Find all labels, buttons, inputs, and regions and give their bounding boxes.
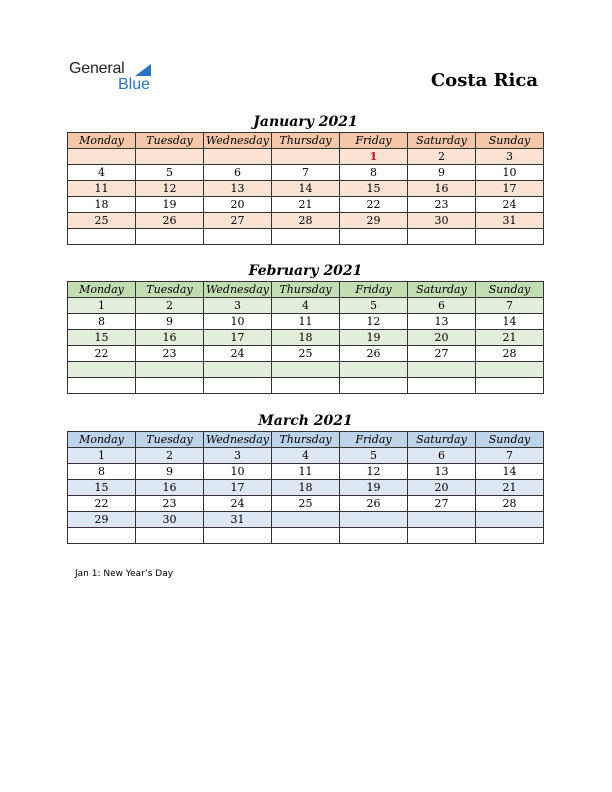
day-cell (204, 480, 272, 496)
day-cell (136, 181, 204, 197)
day-number: 20 (434, 481, 449, 494)
day-cell (68, 496, 136, 512)
day-cell (272, 165, 340, 181)
day-cell (136, 378, 204, 394)
day-cell (136, 480, 204, 496)
day-cell (340, 165, 408, 181)
day-number: 18 (94, 198, 109, 211)
day-number: 27 (434, 347, 449, 360)
day-number: 2 (166, 299, 173, 312)
day-number: 23 (162, 497, 177, 510)
day-cell (476, 480, 544, 496)
day-cell (476, 229, 544, 245)
day-number: 2 (438, 150, 445, 163)
weekday-header: Saturday (408, 133, 476, 149)
day-number: 20 (230, 198, 245, 211)
day-cell (204, 346, 272, 362)
day-cell (68, 197, 136, 213)
day-cell (476, 213, 544, 229)
day-cell (408, 149, 476, 165)
day-number: 15 (94, 331, 109, 344)
weekday-header: Sunday (476, 133, 544, 149)
weekday-header: Thursday (272, 282, 340, 298)
day-cell (476, 512, 544, 528)
day-cell (340, 149, 408, 165)
day-number: 7 (302, 166, 309, 179)
calendar-grid (67, 431, 544, 544)
day-cell (340, 181, 408, 197)
day-number: 9 (438, 166, 445, 179)
day-number: 26 (162, 214, 177, 227)
day-number: 6 (438, 299, 445, 312)
day-cell (204, 528, 272, 544)
day-cell (272, 346, 340, 362)
weekday-header: Wednesday (204, 282, 272, 298)
day-number: 27 (434, 497, 449, 510)
day-cell (476, 528, 544, 544)
day-number: 24 (230, 347, 245, 360)
day-cell (204, 314, 272, 330)
day-number: 7 (506, 299, 513, 312)
day-number: 13 (230, 182, 245, 195)
week-row (68, 314, 544, 330)
week-row (68, 181, 544, 197)
day-cell (68, 298, 136, 314)
day-cell (408, 314, 476, 330)
week-row (68, 480, 544, 496)
day-number: 5 (166, 166, 173, 179)
day-cell (476, 346, 544, 362)
day-number: 11 (94, 182, 109, 195)
day-number: 21 (502, 481, 517, 494)
day-cell (272, 362, 340, 378)
day-number: 3 (506, 150, 513, 163)
weekday-header-row (68, 282, 544, 298)
day-number: 26 (366, 347, 381, 360)
day-number: 21 (298, 198, 313, 211)
day-cell (272, 181, 340, 197)
week-row (68, 528, 544, 544)
weekday-header: Thursday (272, 133, 340, 149)
weekday-header-row (68, 432, 544, 448)
day-cell (476, 298, 544, 314)
day-number: 17 (230, 481, 245, 494)
day-cell (136, 165, 204, 181)
weekday-header: Wednesday (204, 432, 272, 448)
day-cell (340, 213, 408, 229)
day-number: 8 (98, 315, 105, 328)
day-cell (136, 528, 204, 544)
day-cell (204, 464, 272, 480)
day-cell (272, 330, 340, 346)
day-cell (136, 149, 204, 165)
day-number: 31 (230, 513, 245, 526)
day-cell (340, 298, 408, 314)
weekday-header: Friday (340, 133, 408, 149)
day-cell (68, 512, 136, 528)
week-row (68, 213, 544, 229)
calendar-grid (67, 132, 544, 245)
day-cell (476, 197, 544, 213)
day-cell (272, 149, 340, 165)
day-number: 25 (298, 497, 313, 510)
day-cell (408, 181, 476, 197)
day-cell (340, 448, 408, 464)
day-number: 12 (366, 465, 381, 478)
day-cell (136, 346, 204, 362)
day-number: 21 (502, 331, 517, 344)
weekday-header: Tuesday (136, 133, 204, 149)
day-cell (272, 298, 340, 314)
weekday-header: Tuesday (136, 432, 204, 448)
day-cell (136, 496, 204, 512)
day-cell (476, 165, 544, 181)
day-cell (272, 213, 340, 229)
day-number: 11 (298, 315, 313, 328)
day-cell (136, 448, 204, 464)
day-cell (272, 229, 340, 245)
day-cell (340, 362, 408, 378)
day-cell (204, 512, 272, 528)
day-cell (476, 496, 544, 512)
day-cell (408, 346, 476, 362)
day-cell (68, 464, 136, 480)
day-number: 30 (162, 513, 177, 526)
day-number: 24 (502, 198, 517, 211)
day-number: 24 (230, 497, 245, 510)
weekday-header: Monday (68, 432, 136, 448)
day-cell (68, 378, 136, 394)
day-number: 13 (434, 315, 449, 328)
weekday-header: Friday (340, 432, 408, 448)
month-title: January 2021 (253, 114, 358, 130)
day-number: 26 (366, 497, 381, 510)
day-cell (340, 496, 408, 512)
day-number: 5 (370, 299, 377, 312)
day-number: 18 (298, 481, 313, 494)
day-number: 17 (502, 182, 517, 195)
day-number: 28 (298, 214, 313, 227)
day-number: 19 (162, 198, 177, 211)
day-number: 13 (434, 465, 449, 478)
day-number: 4 (302, 449, 309, 462)
week-row (68, 512, 544, 528)
day-number: 29 (94, 513, 109, 526)
weekday-header: Wednesday (204, 133, 272, 149)
day-number: 16 (162, 481, 177, 494)
day-number: 1 (98, 299, 105, 312)
day-cell (68, 448, 136, 464)
weekday-header: Thursday (272, 432, 340, 448)
day-number: 10 (230, 465, 245, 478)
day-number: 4 (302, 299, 309, 312)
day-number: 23 (434, 198, 449, 211)
day-number: 22 (94, 497, 109, 510)
day-cell (136, 229, 204, 245)
day-number: 3 (234, 299, 241, 312)
day-cell (68, 314, 136, 330)
day-cell (272, 480, 340, 496)
day-cell (204, 213, 272, 229)
week-row (68, 330, 544, 346)
week-row (68, 496, 544, 512)
logo-general-text: General (69, 60, 125, 77)
day-cell (68, 181, 136, 197)
day-cell (204, 496, 272, 512)
day-cell (204, 197, 272, 213)
day-cell (136, 512, 204, 528)
week-row (68, 197, 544, 213)
day-number: 27 (230, 214, 245, 227)
day-number: 4 (98, 166, 105, 179)
day-cell (408, 512, 476, 528)
day-number: 15 (94, 481, 109, 494)
day-cell (340, 378, 408, 394)
day-cell (68, 528, 136, 544)
day-cell (272, 448, 340, 464)
day-number: 30 (434, 214, 449, 227)
day-number: 10 (230, 315, 245, 328)
day-number: 20 (434, 331, 449, 344)
day-cell (476, 314, 544, 330)
weekday-header: Tuesday (136, 282, 204, 298)
day-number: 2 (166, 449, 173, 462)
day-number: 31 (502, 214, 517, 227)
weekday-header: Friday (340, 282, 408, 298)
day-cell (204, 165, 272, 181)
day-number: 12 (366, 315, 381, 328)
day-cell (204, 362, 272, 378)
day-number: 15 (366, 182, 381, 195)
day-number: 19 (366, 481, 381, 494)
day-cell (476, 330, 544, 346)
weekday-header-row (68, 133, 544, 149)
day-number: 11 (298, 465, 313, 478)
day-number: 10 (502, 166, 517, 179)
day-cell (68, 165, 136, 181)
day-number: 1 (369, 150, 378, 163)
day-cell (476, 378, 544, 394)
month-title: February 2021 (248, 263, 363, 279)
weekday-header: Saturday (408, 432, 476, 448)
day-cell (340, 480, 408, 496)
day-cell (136, 330, 204, 346)
day-cell (272, 528, 340, 544)
brand-logo (69, 60, 169, 96)
day-number: 7 (506, 449, 513, 462)
calendar-grid (67, 281, 544, 394)
holiday-note: Jan 1: New Year’s Day (75, 569, 174, 579)
day-cell (272, 464, 340, 480)
day-cell (340, 346, 408, 362)
day-cell (408, 213, 476, 229)
day-cell (340, 512, 408, 528)
day-cell (408, 165, 476, 181)
weekday-header: Sunday (476, 432, 544, 448)
day-cell (340, 229, 408, 245)
day-cell (408, 362, 476, 378)
day-cell (68, 213, 136, 229)
day-cell (68, 480, 136, 496)
day-cell (340, 330, 408, 346)
day-number: 3 (234, 449, 241, 462)
day-number: 22 (366, 198, 381, 211)
day-number: 29 (366, 214, 381, 227)
day-cell (340, 314, 408, 330)
weekday-header: Sunday (476, 282, 544, 298)
day-number: 12 (162, 182, 177, 195)
week-row (68, 165, 544, 181)
day-number: 1 (98, 449, 105, 462)
day-cell (476, 149, 544, 165)
day-number: 22 (94, 347, 109, 360)
month-title: March 2021 (258, 413, 353, 429)
logo-blue-text: Blue (118, 76, 151, 93)
day-number: 17 (230, 331, 245, 344)
day-number: 18 (298, 331, 313, 344)
day-number: 19 (366, 331, 381, 344)
day-number: 14 (502, 315, 517, 328)
day-number: 8 (370, 166, 377, 179)
day-number: 6 (438, 449, 445, 462)
day-cell (272, 512, 340, 528)
day-cell (408, 197, 476, 213)
day-number: 14 (298, 182, 313, 195)
day-cell (136, 197, 204, 213)
day-cell (272, 314, 340, 330)
week-row (68, 346, 544, 362)
day-cell (136, 213, 204, 229)
day-cell (408, 528, 476, 544)
day-cell (204, 378, 272, 394)
day-cell (68, 330, 136, 346)
day-cell (204, 448, 272, 464)
day-cell (408, 448, 476, 464)
day-cell (408, 464, 476, 480)
logo-triangle-icon (135, 64, 151, 76)
day-cell (204, 298, 272, 314)
day-cell (204, 149, 272, 165)
week-row (68, 362, 544, 378)
day-cell (68, 149, 136, 165)
day-cell (340, 528, 408, 544)
day-cell (68, 229, 136, 245)
day-cell (408, 298, 476, 314)
day-cell (136, 314, 204, 330)
day-number: 23 (162, 347, 177, 360)
day-cell (68, 362, 136, 378)
week-row (68, 378, 544, 394)
week-row (68, 229, 544, 245)
day-cell (408, 229, 476, 245)
day-cell (408, 480, 476, 496)
month-calendar-march (67, 411, 544, 544)
month-calendar-february (67, 261, 544, 394)
week-row (68, 464, 544, 480)
day-number: 9 (166, 315, 173, 328)
week-row (68, 298, 544, 314)
day-number: 16 (162, 331, 177, 344)
weekday-header: Monday (68, 282, 136, 298)
day-number: 8 (98, 465, 105, 478)
week-row (68, 149, 544, 165)
day-cell (476, 464, 544, 480)
weekday-header: Monday (68, 133, 136, 149)
day-cell (340, 464, 408, 480)
day-cell (476, 181, 544, 197)
day-cell (136, 362, 204, 378)
day-cell (272, 197, 340, 213)
day-cell (204, 330, 272, 346)
month-calendar-january (67, 112, 544, 245)
day-number: 25 (94, 214, 109, 227)
day-cell (68, 346, 136, 362)
weekday-header: Saturday (408, 282, 476, 298)
day-number: 6 (234, 166, 241, 179)
day-cell (340, 197, 408, 213)
country-title: Costa Rica (430, 70, 538, 91)
day-number: 28 (502, 347, 517, 360)
day-cell (408, 330, 476, 346)
day-cell (408, 496, 476, 512)
day-cell (476, 448, 544, 464)
day-number: 5 (370, 449, 377, 462)
day-cell (136, 464, 204, 480)
day-cell (204, 181, 272, 197)
day-number: 28 (502, 497, 517, 510)
day-number: 9 (166, 465, 173, 478)
day-number: 25 (298, 347, 313, 360)
day-cell (136, 298, 204, 314)
day-cell (408, 378, 476, 394)
day-number: 14 (502, 465, 517, 478)
day-number: 16 (434, 182, 449, 195)
week-row (68, 448, 544, 464)
day-cell (476, 362, 544, 378)
day-cell (272, 496, 340, 512)
day-cell (272, 378, 340, 394)
day-cell (204, 229, 272, 245)
